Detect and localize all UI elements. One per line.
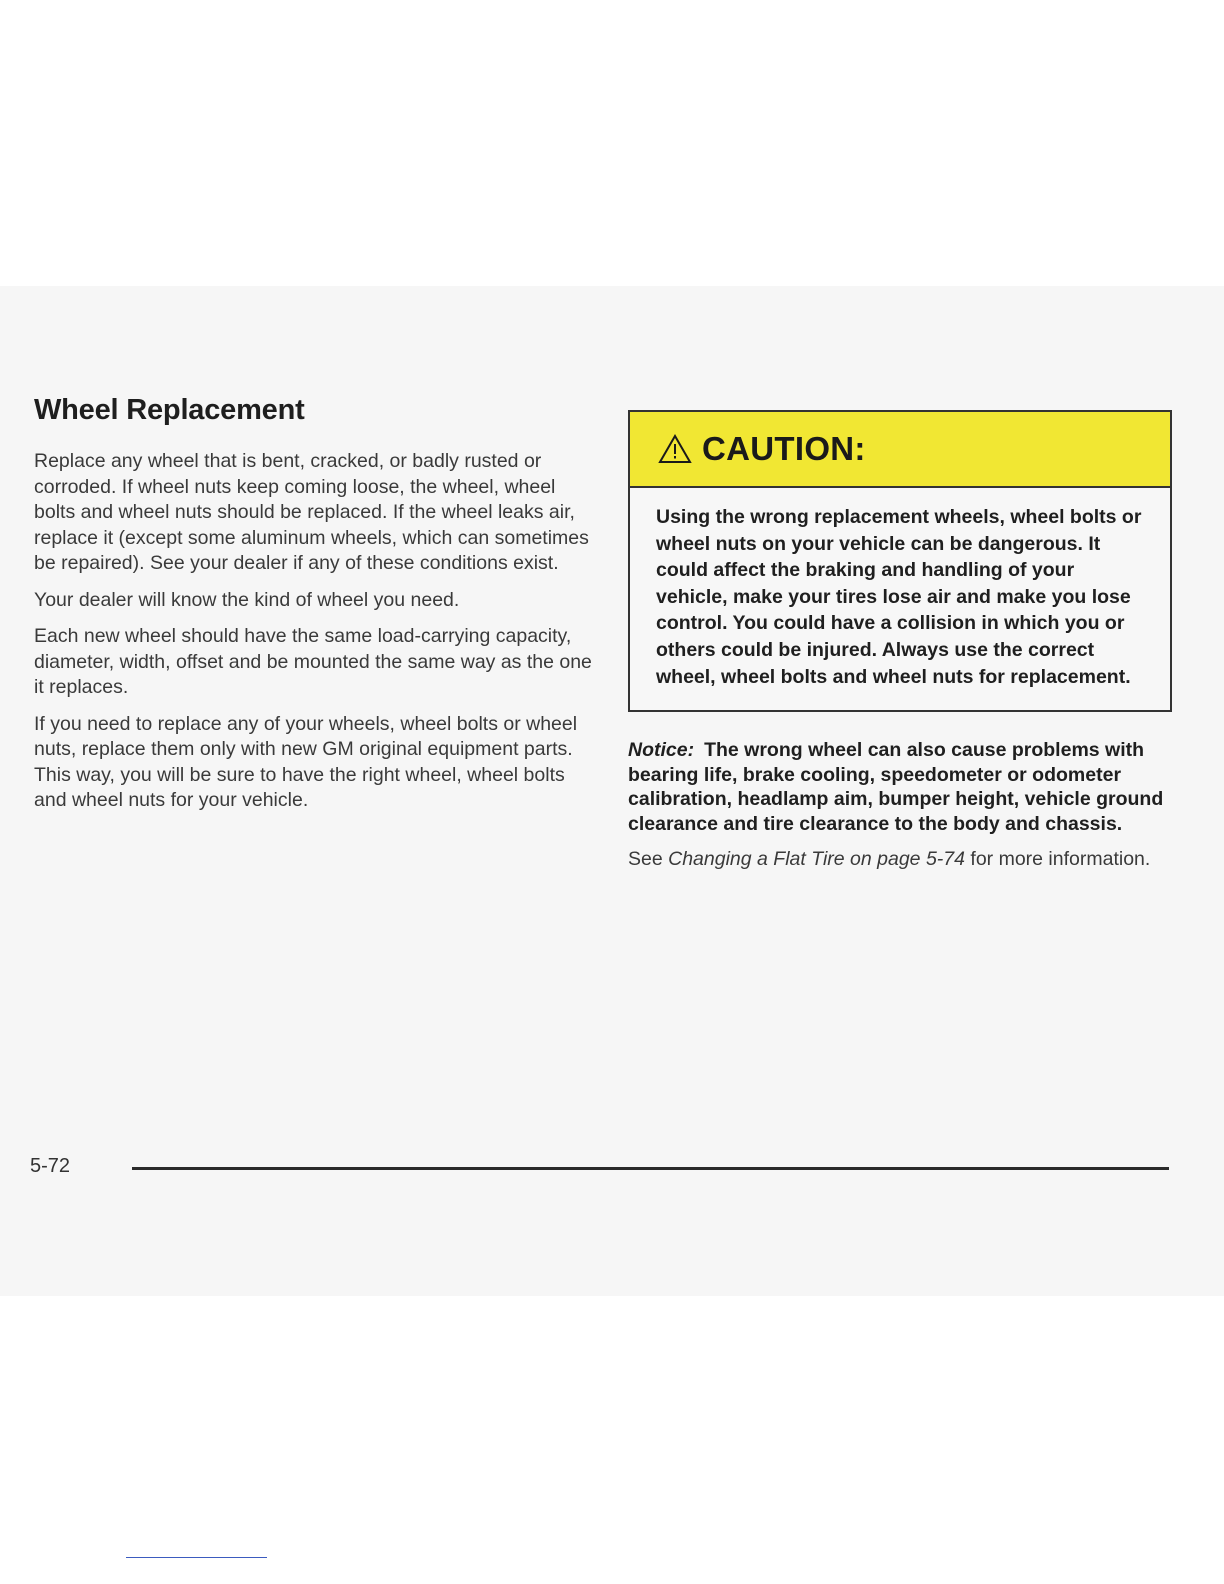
caution-label: CAUTION:: [702, 430, 866, 467]
warning-triangle-icon: [658, 434, 692, 464]
paragraph-replace-wheel: Replace any wheel that is bent, cracked, or badly rusted or corroded. If wheel nuts keep coming loose, the wheel, wheel bolts and wheel nuts should be replaced. If the wheel leaks air, replace it (except some aluminum wheels, which can sometimes be repaired). See your dealer if any of these conditions exist.: [34, 450, 589, 574]
left-column: [34, 394, 594, 825]
page-number: 5-72: [30, 1155, 71, 1177]
notice-paragraph: [628, 738, 1176, 836]
caution-text: Using the wrong replacement wheels, wheel bolts or wheel nuts on your vehicle can be dangerous. It could affect the braking and handling of your vehicle, make your tires lose air and make you lose control. You could have a collision in which you or others could be injured. Always use the correct wheel, wheel bolts and wheel nuts for replacement.: [656, 506, 1142, 688]
paragraph-gm-parts: If you need to replace any of your wheels, wheel bolts or wheel nuts, replace them only with new GM original equipment parts. This way, you will be sure to have the right wheel, wheel bolts and wheel nuts for your vehicle.: [34, 712, 578, 811]
see-also-reference[interactable]: Changing a Flat Tire on page 5-74: [668, 848, 965, 871]
bottom-link-underline: [126, 1557, 267, 1558]
see-also-paragraph: [628, 848, 1176, 871]
see-also-prefix: See: [628, 848, 669, 871]
notice-label: Notice:: [628, 739, 695, 762]
caution-header: [630, 412, 1170, 488]
caution-box: [628, 410, 1172, 712]
paragraph-dealer: Your dealer will know the kind of wheel you need.: [34, 588, 460, 611]
notice-text: The wrong wheel can also cause problems with bearing life, brake cooling, speedometer or odometer calibration, headlamp aim, bumper height, vehicle ground clearance and tire clearance to the body and chassis.: [628, 739, 1164, 835]
see-also-suffix: for more information.: [964, 848, 1151, 871]
footer-rule: [132, 1167, 1169, 1170]
section-title: Wheel Replacement: [34, 394, 305, 426]
right-column: [628, 410, 1176, 871]
paragraph-new-wheel: Each new wheel should have the same load-carrying capacity, diameter, width, offset and be mounted the same way as the one it replaces.: [34, 625, 592, 698]
